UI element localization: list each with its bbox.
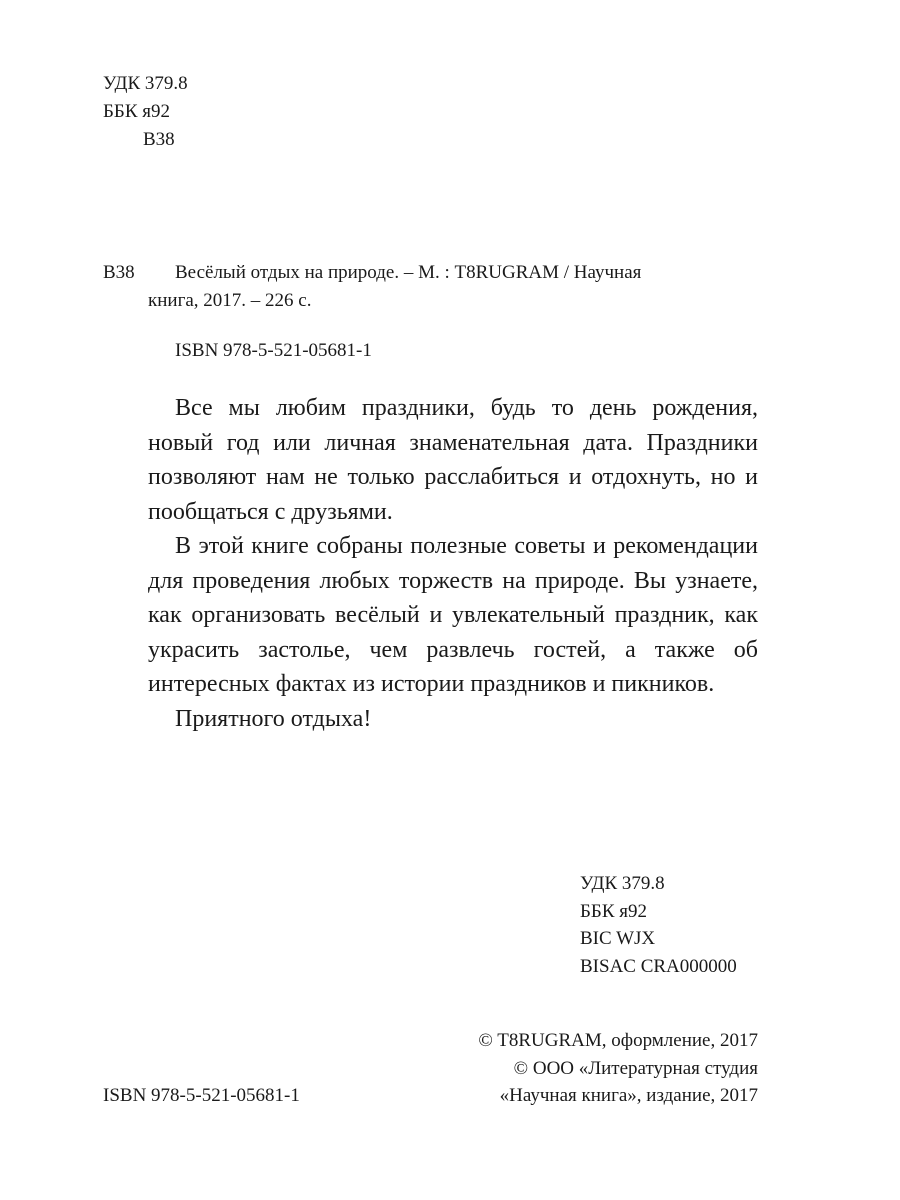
bibliographic-line-1: Весёлый отдых на природе. – М. : T8RUGRAM / Научная	[175, 262, 642, 283]
top-classification-block	[103, 70, 188, 154]
annotation-paragraph-3: Приятного отдыха!	[175, 705, 372, 732]
bibliographic-line-2: книга, 2017. – 226 с.	[148, 290, 312, 311]
bibliographic-isbn: ISBN 978-5-521-05681-1	[175, 340, 372, 361]
bbk-code: ББК я92	[103, 101, 170, 122]
bibliographic-code: В38	[103, 262, 135, 283]
bisac-code: BISAC CRA000000	[580, 955, 737, 977]
bbk-code-bottom: ББК я92	[580, 900, 647, 922]
author-sign: В38	[143, 129, 175, 150]
bottom-classification-block	[580, 870, 737, 980]
annotation-paragraph-2: В этой книге собраны полезные советы и рекомендации для проведения любых торжеств на природе. Вы узнаете, как организовать весёлый и увлекательный праздник, как украсить застолье, чем развлечь гостей, а также об интересных фактах из истории праздников и пикников.	[148, 533, 758, 697]
bibliographic-description	[148, 259, 758, 315]
annotation-paragraph-1: Все мы любим праздники, будь то день рождения, новый год или личная знаменательная дата. Праздники позволяют нам не только расслабиться и отдохнуть, но и пообщаться с друзьями.	[148, 395, 758, 525]
udk-code-bottom: УДК 379.8	[580, 873, 665, 894]
copyright-line-2: © ООО «Литературная студия	[513, 1057, 758, 1079]
copyright-block	[440, 1027, 758, 1110]
udk-code: УДК 379.8	[103, 73, 188, 94]
copyright-line-1: © T8RUGRAM, оформление, 2017	[478, 1030, 758, 1051]
footer-isbn: ISBN 978-5-521-05681-1	[103, 1085, 300, 1106]
bic-code: BIC WJX	[580, 928, 656, 949]
annotation	[148, 391, 758, 736]
copyright-line-3: «Научная книга», издание, 2017	[499, 1085, 758, 1106]
